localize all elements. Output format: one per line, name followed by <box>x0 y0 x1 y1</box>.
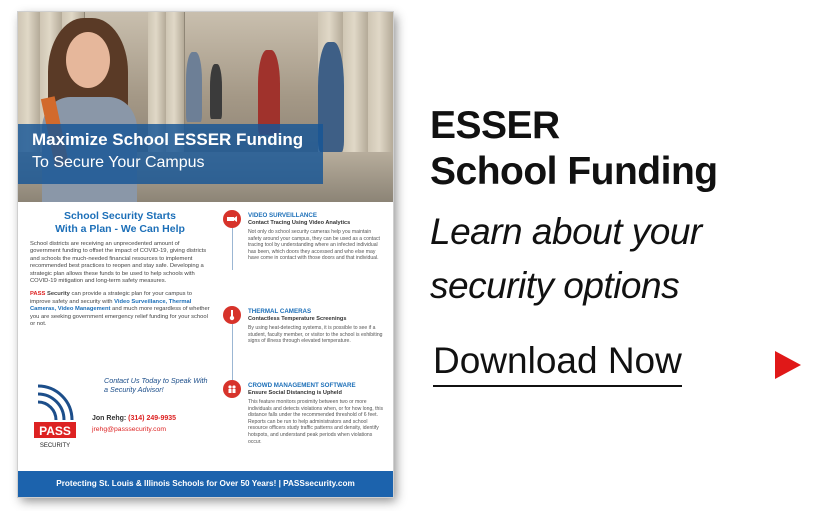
feature-crowd-management <box>223 380 385 470</box>
play-arrow-icon[interactable] <box>775 351 801 379</box>
contact-name-label: Jon Rehg: <box>92 415 129 422</box>
svg-text:SECURITY: SECURITY <box>39 443 71 449</box>
feature-title: VIDEO SURVEILLANCE <box>248 212 317 219</box>
feature-subtitle: Contact Tracing Using Video Analytics <box>248 220 351 226</box>
crowd-icon <box>223 380 241 398</box>
hero-photo <box>18 12 393 202</box>
camera-icon <box>223 210 241 228</box>
thermometer-icon <box>223 306 241 324</box>
flyer-left-column <box>30 210 210 334</box>
section-title-line1: School Security Starts <box>63 210 177 222</box>
feature-thermal-cameras <box>223 306 385 376</box>
svg-text:PASS: PASS <box>39 424 71 438</box>
contact-email[interactable]: jrehg@passsecurity.com <box>92 426 167 433</box>
pass-security-logo <box>32 382 78 454</box>
contact-name <box>92 415 176 422</box>
section-title <box>30 210 210 235</box>
contact-phone[interactable]: (314) 249-9935 <box>128 415 177 422</box>
pass-brand-2: Security <box>45 291 70 298</box>
banner-title: Maximize School ESSER Funding <box>32 130 304 149</box>
section-title-line2: With a Plan - We Can Help <box>55 222 185 235</box>
pass-paragraph <box>30 291 210 328</box>
feature-body: By using heat-detecting systems, it is possible to see if a student, faculty member, or visitor to the school is exhibiting signs of illness through elevated temperature. <box>248 325 383 345</box>
heading-line1: ESSER <box>430 104 560 147</box>
pass-highlight: Video Surveillance, Thermal Cameras, Video Management <box>30 298 192 313</box>
download-now-button[interactable] <box>430 337 810 387</box>
pass-brand: PASS <box>30 291 46 298</box>
pass-text-2: and much more regardless of whether you are seeking government emergency relief funding for your school or not. <box>30 306 210 328</box>
feature-subtitle: Ensure Social Distancing is Upheld <box>248 390 342 396</box>
feature-title: CROWD MANAGEMENT SOFTWARE <box>248 382 356 389</box>
feature-subtitle: Contactless Temperature Screenings <box>248 316 347 322</box>
flyer-footer: Protecting St. Louis & Illinois Schools for Over 50 Years! | PASSsecurity.com <box>18 471 393 497</box>
tagline-line2: security options <box>430 265 680 306</box>
feature-title: THERMAL CAMERAS <box>248 308 312 315</box>
banner-subtitle: To Secure Your Campus <box>32 154 205 171</box>
contact-cta: Contact Us Today to Speak With a Security Advisor! <box>104 376 208 394</box>
pass-text-1: can provide a strategic plan for your campus to improve safety and security with <box>30 291 192 305</box>
intro-paragraph: School districts are receiving an unprecedented amount of government funding to offset the impact of COVID-19, giving districts and schools the much-needed financial resources to implement recommended best practices to reopen and stay safe. Developing a strategic plan allows these funds to be used to help schools with COVID-19 mitigation and long-term safety measures. <box>30 241 207 285</box>
feature-video-surveillance <box>223 210 385 300</box>
flyer-thumbnail[interactable] <box>18 12 393 497</box>
tagline-line1: Learn about your <box>430 211 702 252</box>
heading-line2: School Funding <box>430 150 718 193</box>
feature-body: This feature monitors proximity between two or more individuals and detects violations when, or for how long, this distance falls under the recommended threshold of 6 feet. Reports can be run to help administrators and school resource officers study traffic patterns and density, identify hotspots, and understand peak periods when violations occur. <box>248 399 384 445</box>
feature-body: Not only do school security cameras help you maintain safety around your campus, they can be used as a contact tracing tool by understanding where an infected individual has been, which doors they accessed and who else may have come in contact with those doors and that individual. <box>248 229 380 262</box>
flyer-banner <box>18 124 323 184</box>
download-now-label[interactable]: Download Now <box>433 337 682 387</box>
contact-block <box>30 372 210 462</box>
